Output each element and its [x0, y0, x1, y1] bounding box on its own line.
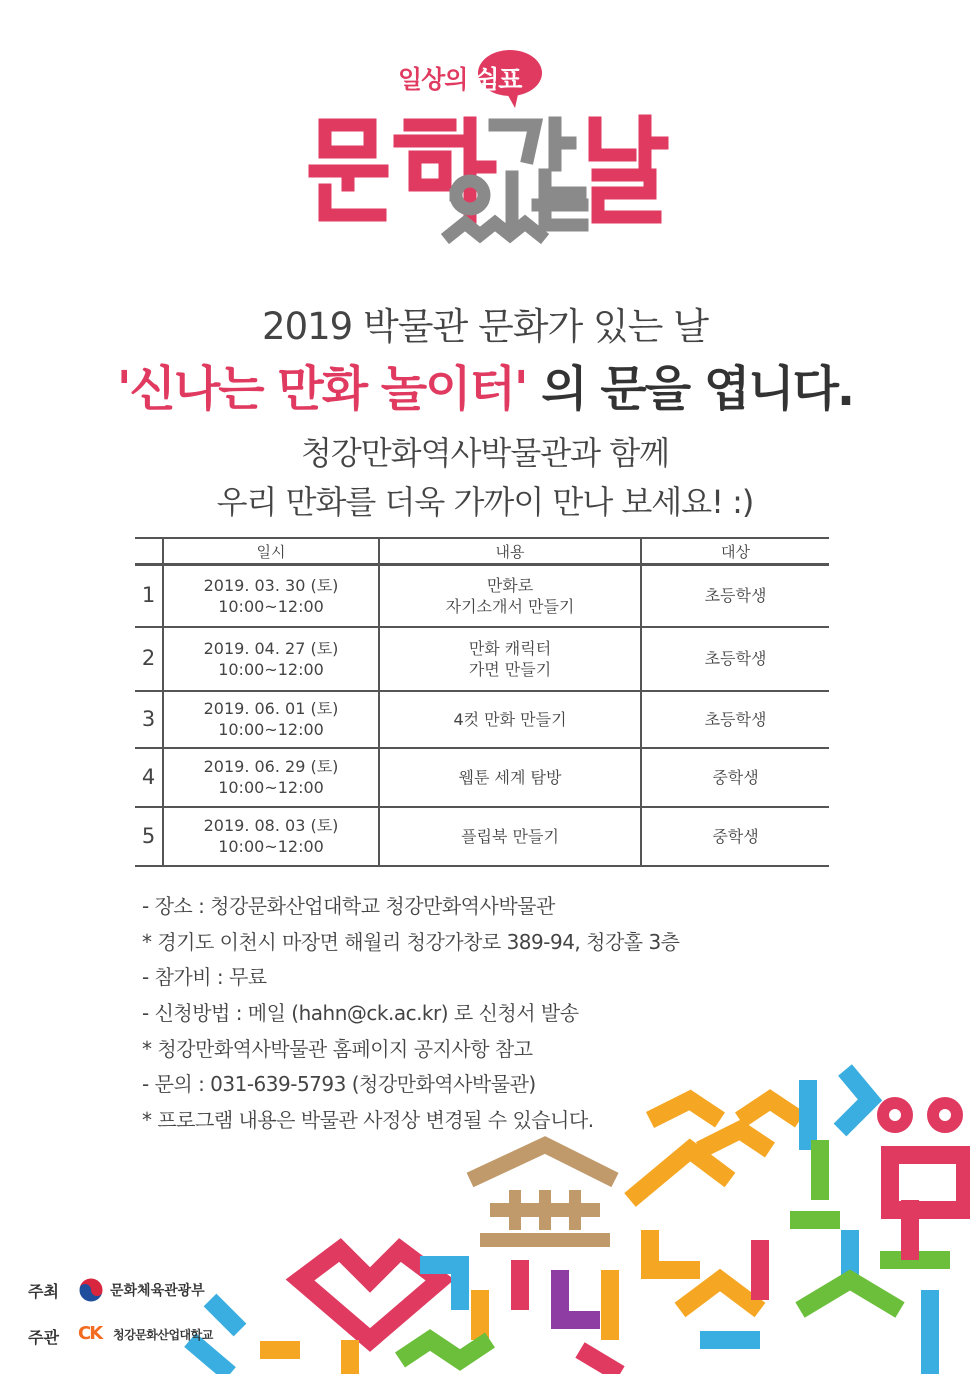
table-row [135, 565, 829, 627]
table-row [135, 807, 829, 866]
row-datetime [163, 748, 379, 807]
logo-tagline-bubble-text: 쉼표 [475, 65, 522, 94]
row-content: 4컷 만화 만들기 [379, 691, 641, 748]
row-content: 웹툰 세계 탐방 [379, 748, 641, 807]
row-number: 5 [135, 807, 163, 866]
table-row [135, 691, 829, 748]
header-date: 일시 [163, 538, 379, 565]
row-time: 10:00~12:00 [218, 659, 324, 679]
row-time: 10:00~12:00 [218, 720, 324, 739]
row-time: 10:00~12:00 [218, 837, 324, 856]
row-time: 10:00~12:00 [218, 596, 324, 616]
row-date: 2019. 08. 03 (토) [203, 816, 339, 835]
host-label: 주최 [28, 1282, 59, 1301]
row-number: 3 [135, 691, 163, 748]
header-number [135, 538, 163, 565]
row-content-line: 만화로 [486, 575, 534, 595]
decorative-letter-shapes [0, 1040, 970, 1374]
row-number: 4 [135, 748, 163, 807]
row-target: 초등학생 [641, 691, 829, 748]
organizer-label: 주관 [28, 1328, 59, 1347]
subtitle-line-2: 우리 만화를 더욱 가까이 만나 보세요! :) [216, 483, 754, 521]
title-year-line: 2019 박물관 문화가 있는 날 [262, 305, 708, 348]
row-date: 2019. 06. 29 (토) [203, 757, 339, 776]
table-header-row [135, 538, 829, 565]
title-highlight: '신나는 만화 놀이터' [116, 361, 527, 417]
row-number: 1 [135, 565, 163, 627]
row-content: 플립북 만들기 [379, 807, 641, 866]
row-date: 2019. 06. 01 (토) [203, 699, 339, 718]
row-datetime [163, 627, 379, 691]
row-target: 중학생 [641, 748, 829, 807]
table-row [135, 748, 829, 807]
row-target: 중학생 [641, 807, 829, 866]
row-date: 2019. 04. 27 (토) [203, 638, 339, 658]
info-application-note: * 청강만화역사박물관 홈페이지 공지사항 참고 [142, 1037, 533, 1061]
row-content-line: 자기소개서 만들기 [445, 596, 575, 616]
row-content-line: 가면 만들기 [468, 659, 552, 679]
header-content: 내용 [379, 538, 641, 565]
info-fee: - 참가비 : 무료 [142, 965, 267, 989]
row-time: 10:00~12:00 [218, 778, 324, 797]
info-change-note: * 프로그램 내용은 박물관 사정상 변경될 수 있습니다. [142, 1108, 594, 1132]
header-target: 대상 [641, 538, 829, 565]
row-content-line: 만화 캐릭터 [468, 638, 552, 658]
row-content [379, 565, 641, 627]
ck-logo-icon: CK [78, 1323, 102, 1344]
table-row [135, 627, 829, 691]
row-number: 2 [135, 627, 163, 691]
title-main [0, 350, 970, 419]
organizer-name: 청강문화산업대학교 [113, 1328, 213, 1342]
row-datetime [163, 807, 379, 866]
info-contact: - 문의 : 031-639-5793 (청강만화역사박물관) [142, 1072, 536, 1096]
info-venue: - 장소 : 청강문화산업대학교 청강만화역사박물관 [142, 894, 555, 918]
info-application: - 신청방법 : 메일 (hahn@ck.ac.kr) 로 신청서 발송 [142, 1001, 579, 1025]
schedule-table [135, 537, 829, 867]
subtitle-line-1: 청강만화역사박물관과 함께 [300, 434, 670, 472]
row-date: 2019. 03. 30 (토) [203, 575, 339, 595]
info-address: * 경기도 이천시 마장면 해월리 청강가창로 389-94, 청강홀 3층 [142, 930, 680, 954]
munhwa-logo-wordmark [300, 45, 670, 250]
row-content [379, 627, 641, 691]
logo-tagline-part: 일상의 [398, 65, 476, 94]
taegeuk-emblem-icon [78, 1277, 104, 1303]
row-datetime [163, 691, 379, 748]
row-datetime [163, 565, 379, 627]
row-target: 초등학생 [641, 627, 829, 691]
title-rest: 의 문을 엽니다. [526, 361, 854, 417]
row-target: 초등학생 [641, 565, 829, 627]
host-name: 문화체육관광부 [110, 1283, 205, 1299]
